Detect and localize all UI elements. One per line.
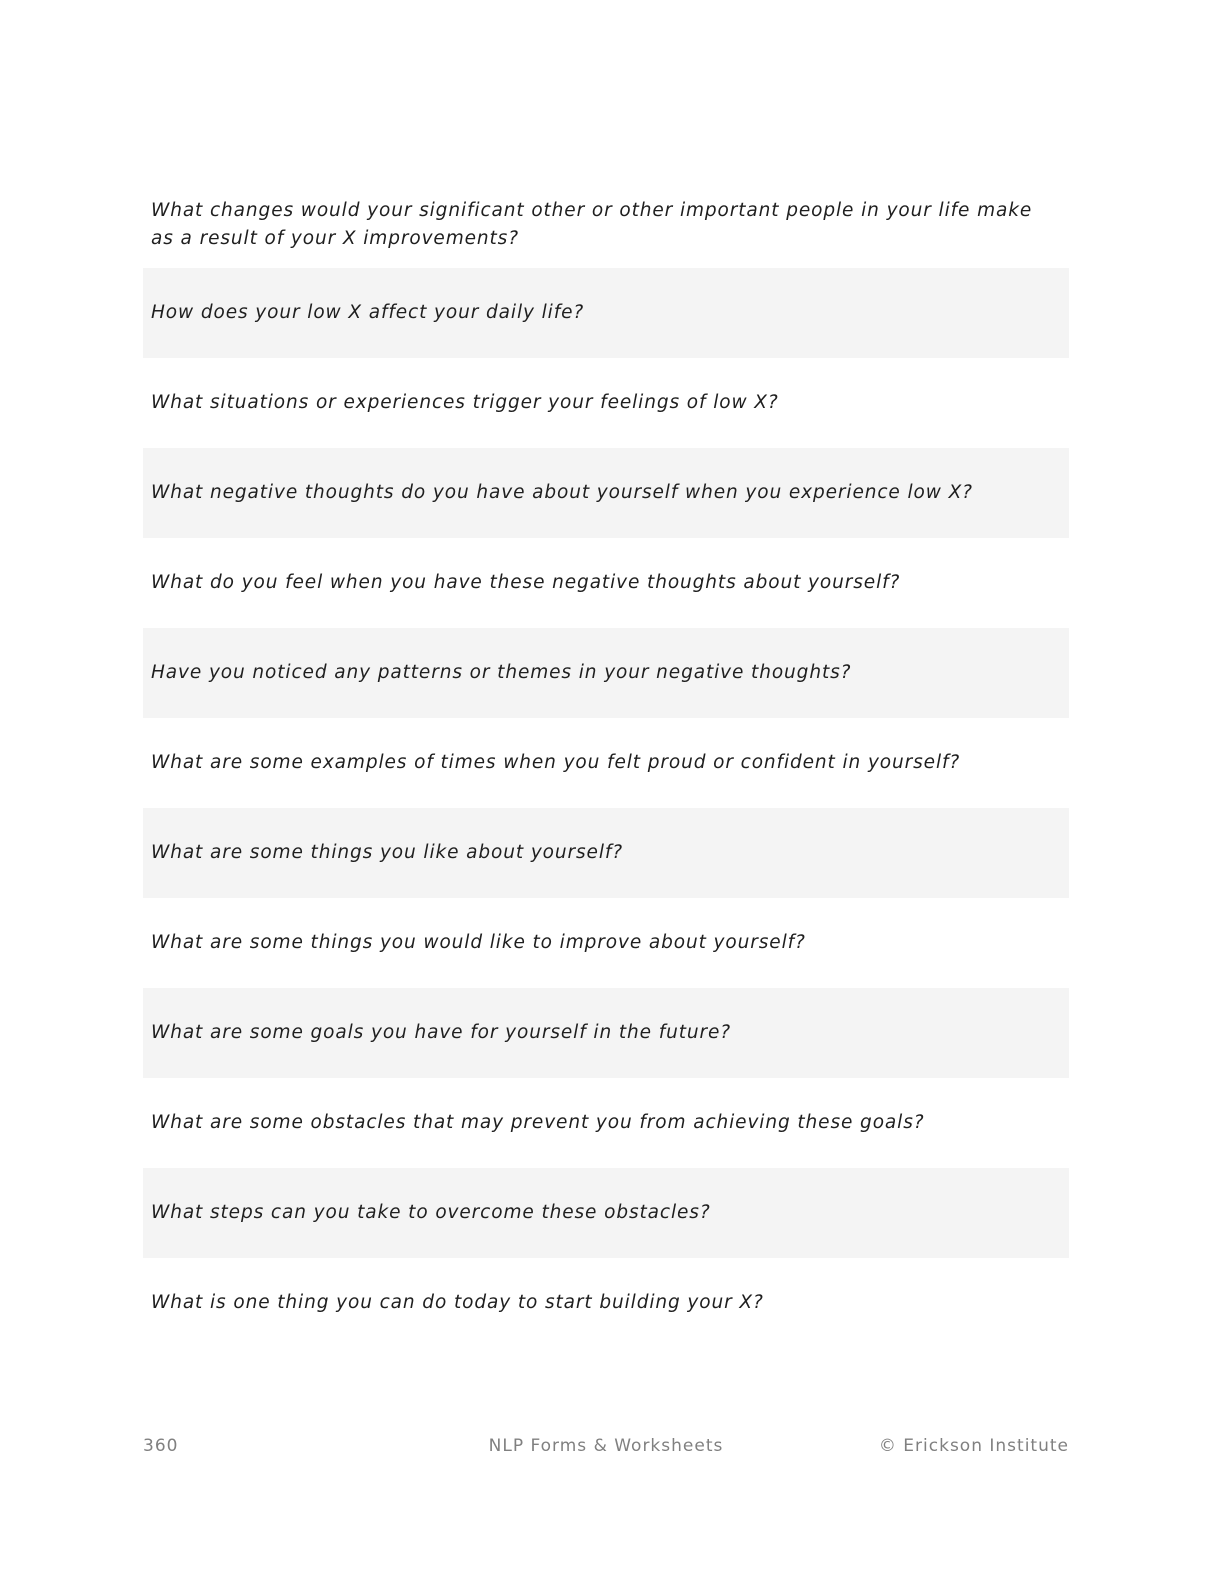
question-row: [143, 718, 1069, 808]
question-row: [143, 898, 1069, 988]
question-row: [143, 358, 1069, 448]
question-row: [143, 1168, 1069, 1258]
question-row: [143, 808, 1069, 898]
question-text: What are some goals you have for yourself in the future?: [151, 1022, 732, 1043]
page-footer: [143, 1436, 1069, 1460]
question-row: [143, 448, 1069, 538]
copyright-notice: © Erickson Institute: [878, 1436, 1069, 1456]
question-text: What changes would your significant other or other important people in your life make as a result of your X improvements?: [151, 200, 1033, 249]
page-number: 360: [143, 1436, 179, 1456]
question-row: [143, 268, 1069, 358]
question-text: What do you feel when you have these negative thoughts about yourself?: [151, 572, 901, 593]
question-row: [143, 628, 1069, 718]
question-text: What is one thing you can do today to start building your X?: [151, 1292, 764, 1313]
question-row: [143, 538, 1069, 628]
question-text: Have you noticed any patterns or themes in your negative thoughts?: [151, 662, 852, 683]
question-text: What are some examples of times when you felt proud or confident in yourself?: [151, 752, 961, 773]
question-text: What steps can you take to overcome these obstacles?: [151, 1202, 711, 1223]
question-list: [143, 182, 1069, 1348]
question-row: [143, 1258, 1069, 1348]
footer-title: NLP Forms & Worksheets: [488, 1436, 724, 1456]
question-text: What are some obstacles that may prevent you from achieving these goals?: [151, 1112, 925, 1133]
question-row: [143, 1078, 1069, 1168]
question-text: What are some things you like about yourself?: [151, 842, 624, 863]
question-text: What situations or experiences trigger your feelings of low X?: [151, 392, 779, 413]
question-text: How does your low X affect your daily life?: [151, 302, 585, 323]
question-text: What are some things you would like to improve about yourself?: [151, 932, 806, 953]
question-row: [143, 182, 1069, 268]
question-row: [143, 988, 1069, 1078]
question-text: What negative thoughts do you have about yourself when you experience low X?: [151, 482, 973, 503]
